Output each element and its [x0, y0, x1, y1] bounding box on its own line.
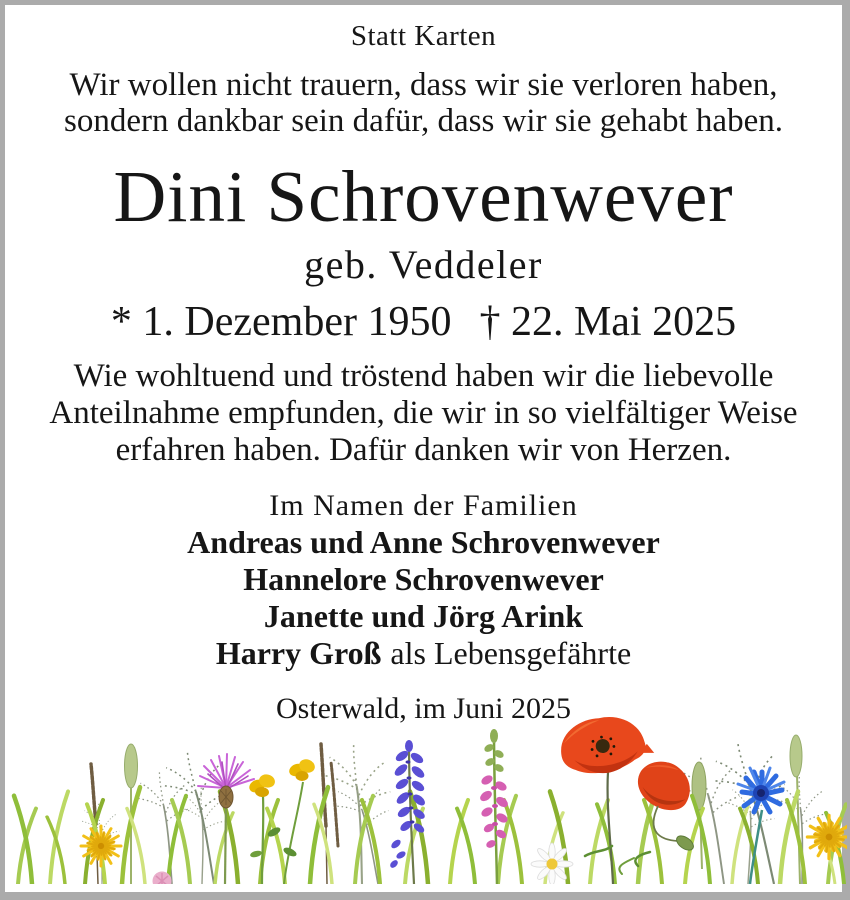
family-name-3: Janette und Jörg Arink	[263, 598, 584, 634]
birth-date: * 1. Dezember 1950	[110, 299, 452, 345]
family-name-1: Andreas und Anne Schrovenwever	[187, 524, 660, 560]
place-and-date: Osterwald, im Juni 2025	[276, 692, 571, 725]
death-date: † 22. Mai 2025	[479, 299, 737, 345]
maiden-name: geb. Veddeler	[304, 242, 543, 287]
partner-name: Harry Groß	[215, 635, 382, 671]
family-name-4	[5, 637, 842, 669]
wildflower-meadow-image	[10, 704, 847, 884]
sainfoin-flower	[478, 729, 509, 884]
poppy-flowers	[557, 711, 698, 884]
family-name-2: Hannelore Schrovenwever	[243, 561, 604, 597]
partner-role: als Lebensgefährte	[390, 635, 632, 671]
thanks-line-2: Anteilnahme empfunden, die wir in so vielfältiger Weise	[49, 395, 798, 431]
knapweed-flower	[198, 754, 254, 884]
verse-line-2: sondern dankbar sein dafür, dass wir sie gehabt haben.	[64, 103, 783, 139]
life-dates	[5, 301, 842, 343]
family-intro: Im Namen der Familien	[269, 489, 578, 522]
pretext: Statt Karten	[350, 20, 497, 52]
deceased-name: Dini Schrovenwever	[113, 156, 734, 237]
verse-line-1: Wir wollen nicht trauern, dass wir sie verloren haben,	[69, 67, 778, 103]
thanks-line-3: erfahren haben. Dafür danken wir von Herzen.	[115, 432, 732, 468]
thanks-line-1: Wie wohltuend und tröstend haben wir die liebevolle	[73, 358, 774, 394]
daisy-flower	[531, 843, 573, 884]
